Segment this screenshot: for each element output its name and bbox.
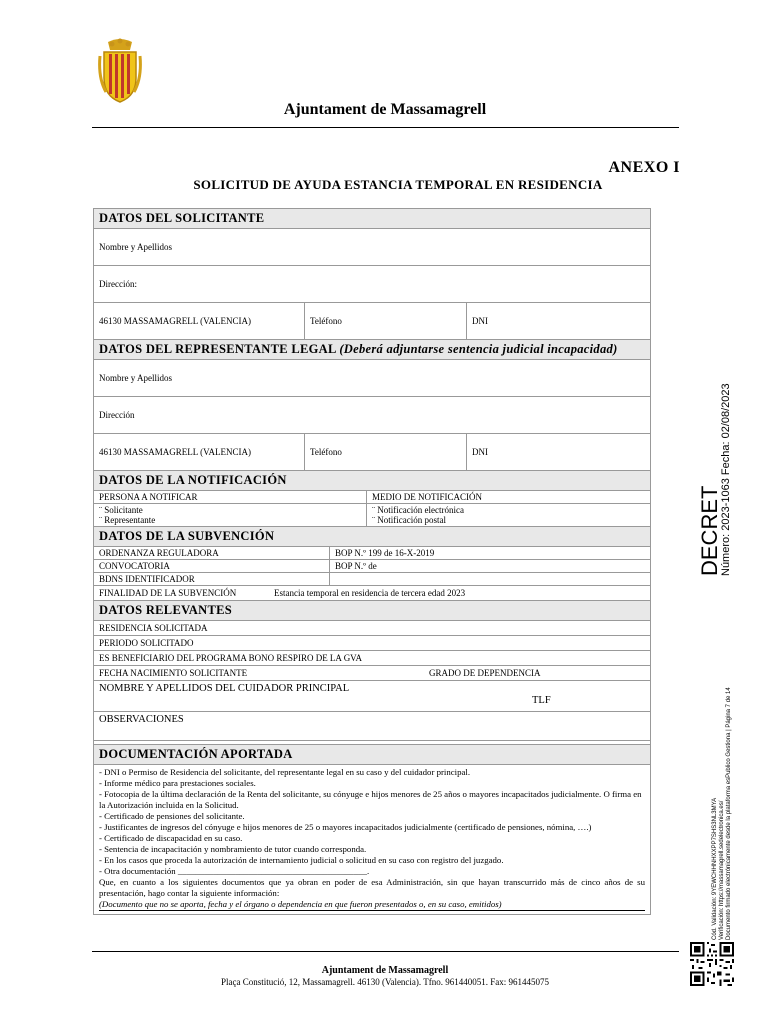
doc-line: - Informe médico para prestaciones sociales. (99, 778, 256, 788)
applicant-phone-label: Teléfono (310, 316, 342, 326)
call-row (94, 560, 650, 573)
applicant-address-field[interactable] (94, 266, 650, 303)
applicant-dni-label: DNI (472, 316, 488, 326)
applicant-dni-field[interactable] (466, 303, 650, 339)
birth-dependency-row (94, 666, 650, 681)
purpose-value: Estancia temporal en residencia de tercera edad 2023 (274, 588, 466, 598)
purpose-label: FINALIDAD DE LA SUBVENCIÓN (99, 588, 237, 598)
option-applicant-checkbox[interactable]: ¨ Solicitante (99, 505, 143, 515)
qr-code (690, 942, 734, 986)
period-field[interactable] (94, 636, 650, 651)
caregiver-label: NOMBRE Y APELLIDOS DEL CUIDADOR PRINCIPAL (99, 683, 350, 694)
option-electronic-checkbox[interactable]: ¨ Notificación electrónica (372, 505, 464, 515)
representative-dni-label: DNI (472, 447, 488, 457)
section-header-representative (94, 340, 650, 360)
representative-title-note: (Deberá adjuntarse sentencia judicial incapacidad) (339, 342, 618, 356)
documents-list (94, 765, 650, 914)
doc-line: - Sentencia de incapacitación y nombramiento de tutor cuando corresponda. (99, 844, 367, 854)
representative-city: 46130 MASSAMAGRELL (VALENCIA) (99, 447, 252, 457)
representative-address-label: Dirección (99, 410, 135, 420)
footer-organization: Ajuntament de Massamagrell (321, 965, 449, 976)
representative-phone-field[interactable] (304, 434, 466, 470)
verification-url[interactable]: Verificación: https://massamagrell.sedelectronica.es/ (719, 800, 725, 940)
residence-label: RESIDENCIA SOLICITADA (99, 623, 208, 633)
notification-labels-row (94, 491, 650, 504)
header-rule (92, 127, 679, 128)
birth-date-label: FECHA NACIMIENTO SOLICITANTE (99, 668, 248, 678)
period-label: PERIODO SOLICITADO (99, 638, 194, 648)
representative-phone-label: Teléfono (310, 447, 342, 457)
call-value[interactable]: BOP N.º de (329, 560, 650, 572)
declaration-text: Que, en cuanto a los siguientes documentos que ya obran en poder de esa Administración, sin que hayan transcurrido más de cinco años de su presentación, hago contar la siguiente información: (99, 877, 645, 898)
doc-line: - En los casos que proceda la autorización de internamiento judicial o solicitud en su caso con registro del juzgado. (99, 855, 504, 865)
annex-label: ANEXO I (608, 159, 680, 176)
signature-info: Documento firmado electrónicamente desde la plataforma esPublico Gestiona | Página 7 de 14 (726, 687, 732, 940)
footer-address: Plaça Constitució, 12, Massamagrell. 46130 (Valencia). Tfno. 961440051. Fax: 961445075 (220, 977, 550, 987)
coat-of-arms-logo (98, 38, 142, 104)
ordinance-label: ORDENANZA REGULADORA (99, 548, 219, 558)
declaration-note: (Documento que no se aporta, fecha y el órgano o dependencia en que fueron presentados o, en su caso, emitidos) (99, 899, 645, 911)
applicant-name-field[interactable] (94, 229, 650, 266)
option-postal-checkbox[interactable]: ¨ Notificación postal (372, 515, 446, 525)
doc-line: - Otra documentación ___________________________________________. (99, 866, 370, 876)
person-to-notify-label: PERSONA A NOTIFICAR (99, 492, 198, 502)
residence-field[interactable] (94, 621, 650, 636)
doc-line: - Fotocopia de la última declaración de la Renta del solicitante, su cónyuge e hijos menores de 25 años o mayores incapacitados judicialmente. O firma en la Autorización incluida en la Solicitud. (99, 789, 642, 810)
doc-line: - Justificantes de ingresos del cónyuge e hijos menores de 25 o mayores incapacitados judicialmente (certificado de pensiones, nómina, ….) (99, 822, 592, 832)
notification-options-row (94, 504, 650, 527)
ordinance-row (94, 547, 650, 560)
bdns-label: BDNS IDENTIFICADOR (99, 574, 195, 584)
ordinance-value: BOP N.º 199 de 16-X-2019 (329, 547, 650, 559)
form-title: SOLICITUD DE AYUDA ESTANCIA TEMPORAL EN RESIDENCIA (193, 177, 603, 192)
observations-field[interactable] (94, 712, 650, 741)
applicant-address-label: Dirección: (99, 279, 137, 289)
notification-medium-label: MEDIO DE NOTIFICACIÓN (366, 491, 650, 503)
validation-metadata (712, 687, 733, 940)
organization-title: Ajuntament de Massamagrell (283, 101, 487, 118)
representative-address-field[interactable] (94, 397, 650, 434)
footer-rule (92, 951, 679, 952)
validation-code: Cód. Validación: 9YEWCHHNHXXPP7SHS3NL3MYA (712, 797, 718, 940)
applicant-city: 46130 MASSAMAGRELL (VALENCIA) (99, 316, 252, 326)
representative-dni-field[interactable] (466, 434, 650, 470)
section-header-documents: DOCUMENTACIÓN APORTADA (94, 744, 650, 765)
representative-name-label: Nombre y Apellidos (99, 373, 172, 383)
bdns-value-field[interactable] (329, 573, 650, 585)
doc-line: - DNI o Permiso de Residencia del solicitante, del representante legal en su caso y del cuidador principal. (99, 767, 471, 777)
decree-number-date: Número: 2023-1063 Fecha: 02/08/2023 (720, 383, 732, 576)
representative-contact-row (94, 434, 650, 471)
doc-line: - Certificado de pensiones del solicitante. (99, 811, 245, 821)
application-form (93, 208, 651, 915)
representative-title: DATOS DEL REPRESENTANTE LEGAL (99, 342, 336, 356)
section-header-applicant: DATOS DEL SOLICITANTE (94, 209, 650, 229)
bono-field[interactable] (94, 651, 650, 666)
doc-line: - Certificado de discapacidad en su caso. (99, 833, 243, 843)
purpose-row (94, 586, 650, 601)
caregiver-field[interactable] (94, 681, 650, 712)
observations-label: OBSERVACIONES (99, 714, 184, 725)
dependency-label: GRADO DE DEPENDENCIA (429, 668, 541, 678)
option-representative-checkbox[interactable]: ¨ Representante (99, 515, 156, 525)
representative-name-field[interactable] (94, 360, 650, 397)
section-header-subsidy: DATOS DE LA SUBVENCIÓN (94, 527, 650, 547)
section-header-relevant: DATOS RELEVANTES (94, 601, 650, 621)
bdns-row (94, 573, 650, 586)
applicant-contact-row (94, 303, 650, 340)
applicant-name-label: Nombre y Apellidos (99, 242, 172, 252)
call-label: CONVOCATORIA (99, 561, 170, 571)
decret-stamp: DECRET (697, 485, 722, 576)
section-header-notification: DATOS DE LA NOTIFICACIÓN (94, 471, 650, 491)
tlf-label: TLF (532, 695, 551, 706)
applicant-phone-field[interactable] (304, 303, 466, 339)
bono-label: ES BENEFICIARIO DEL PROGRAMA BONO RESPIRO DE LA GVA (99, 653, 363, 663)
